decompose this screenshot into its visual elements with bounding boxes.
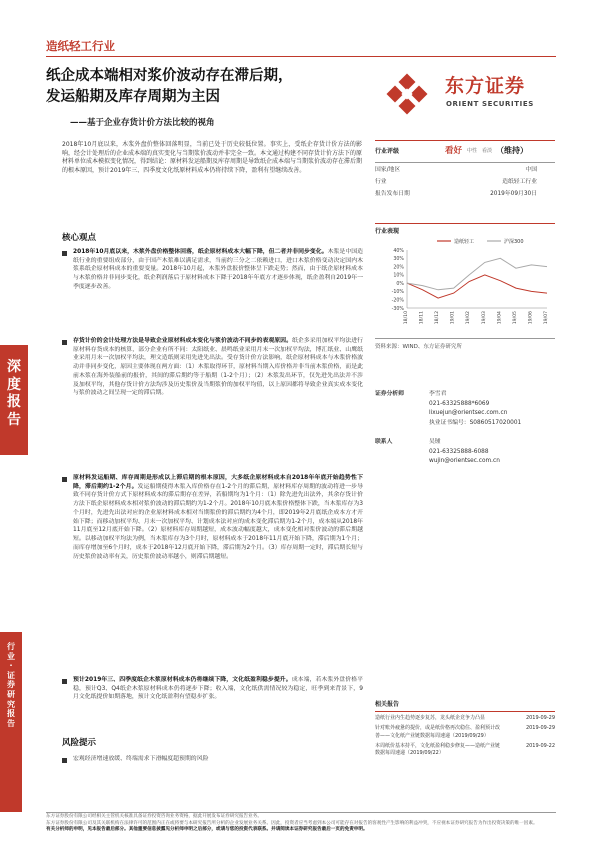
point-2-heading: 存货计价的会计处理方法是导致企业原材料成本变化与浆价波动不同步的表观原因。 [73, 338, 293, 344]
related-report-title: 针对账外疲惫的提价，或是纸价格再次稳住、盈利预计改善——文化纸产业链数据每周速递（2019/09/29） [375, 725, 501, 739]
chart-section-title: 行业表现 [375, 228, 400, 235]
contact-name: 吴锺 [429, 439, 441, 446]
related-list [375, 715, 555, 757]
analyst-cert: 执业证书编号：S0860517020001 [429, 419, 522, 426]
industry-value: 造纸轻工行业 [502, 178, 537, 185]
industry-row [375, 178, 555, 187]
chart-bottom-divider [375, 338, 555, 339]
header-divider [46, 56, 556, 57]
point-2-text: 纸企多采用加权平均法进行原材料存货成本的核算，部分企业有所不同：太阳纸业、晨鸣纸业采用月末一次加权平均法，博汇纸业、山鹰纸业采用月末一次加权平均法，理文造纸则采用先进先出法。受存货计价方法影响，纸企原材料成本与木浆价格波动并非同步变化，原因主要体现在两方面：（1）木浆取得环节，原材料当期入库价格并非当前木浆价格，而是此前木浆在海外装船前的报价，其间的滞后期约等于船期（1-2个月）；（2）木浆发出环节，仅先进先出法并不涉及加权平均，其他存货计价方法均涉及历史浆价及当期浆价的加权平均值，以上原因都将导致企业真实成本变化与浆价波动之间呈现一定的滞后期。 [73, 338, 364, 397]
analyst-label: 证券分析师 [375, 391, 404, 397]
report-type-tag [0, 345, 28, 455]
point-3-heading: 原材料发运船期、库存周期是形成以上滞后期的根本原因，大多纸企原材料成本自2018年年底开始趋势性下降，滞后期约1-2个月。 [73, 475, 363, 490]
rating-value: 看好 [445, 146, 463, 156]
logo-text-en: ORIENT SECURITIES [446, 100, 534, 108]
contact-email[interactable]: wujin@orientsec.com.cn [429, 458, 500, 465]
y-tick-label: -10% [391, 290, 404, 296]
related-report-date: 2019-09-22 [525, 742, 555, 749]
title-line-1: 纸企成本端相对浆价波动存在滞后期， [46, 68, 293, 84]
bullet-icon [62, 251, 72, 260]
report-title [46, 66, 293, 108]
related-report-item[interactable] [375, 743, 555, 758]
rating-label: 行业评级 [375, 147, 400, 155]
performance-chart-svg [375, 236, 555, 336]
bullet-icon [62, 477, 72, 486]
date-value: 2019年09月30日 [490, 190, 537, 197]
country-label: 国家/地区 [375, 167, 401, 174]
series-line [407, 275, 547, 298]
bullet-icon [62, 340, 72, 349]
legend-label: 造纸轻工 [454, 239, 475, 245]
related-title: 相关报告 [375, 701, 400, 708]
rating-option-neutral: 中性 [467, 147, 478, 154]
footer [46, 814, 556, 834]
chart-source: 资料来源：WIND、东方证券研究所 [375, 344, 462, 350]
point-1-heading: 2018年10月底以来，木浆外盘价格整体回落，纸企原材料成本大幅下降，但二者并非同步变化。 [73, 249, 328, 255]
x-tick-label: 19/05 [512, 311, 518, 325]
report-category-label: 行业 · 证券研究报告 [7, 642, 15, 728]
logo-text-cn: 东方证券 [445, 75, 526, 97]
related-report-date: 2019-09-29 [525, 715, 555, 721]
y-tick-label: 0% [396, 281, 404, 287]
x-tick-label: 18/11 [419, 311, 425, 325]
rating-row [375, 145, 555, 158]
y-tick-label: 20% [393, 265, 404, 271]
footer-line-1: 东方证券股份有限公司经相关主管机关核准具备证券投资咨询业务资格，据此开展发布证券研究报告业务。 [46, 814, 262, 819]
x-tick-label: 18/10 [404, 311, 409, 325]
report-type-label: 深度报告 [7, 359, 21, 428]
analyst-phone: 021-63325888*6069 [429, 400, 490, 407]
y-tick-label: -20% [391, 298, 404, 304]
report-category-tag [0, 632, 22, 812]
rating-option-bearish: 看淡 [482, 147, 493, 154]
date-row [375, 190, 555, 199]
date-label: 报告发布日期 [375, 190, 410, 197]
y-tick-label: 30% [393, 257, 404, 263]
related-report-item[interactable] [375, 715, 555, 722]
x-tick-label: 19/07 [544, 311, 549, 325]
core-point-4 [73, 676, 363, 702]
y-tick-label: -30% [391, 306, 404, 312]
related-report-date: 2019-09-29 [525, 725, 555, 732]
core-point-2 [73, 337, 363, 398]
bullet-icon [62, 758, 72, 767]
contact-label: 联系人 [375, 439, 393, 446]
related-report-title: 本周纸价基本持平，文化纸盈利稳步修复——造纸产业链数据每周速递（2019/09/22） [375, 742, 501, 756]
rating-box [375, 140, 555, 198]
footer-line-3: 有关分析师的申明，见本报告最后部分。其他重要信息披露见分析师申明之后部分，或请与您的投资代表联系。并请阅读本证券研究报告最后一页的免责申明。 [46, 827, 368, 833]
x-tick-label: 19/01 [450, 311, 456, 325]
series-line [407, 258, 547, 290]
x-tick-label: 19/02 [466, 311, 472, 325]
rating-status: （维持） [496, 146, 529, 156]
related-report-title: 造纸行业内生趋势逐步复苏，龙头纸企竞争力凸显 [375, 715, 486, 721]
x-tick-label: 19/06 [528, 311, 534, 325]
footer-line-2: 东方证券股份有限公司及其关联机构在法律许可的范围内正在或将要与本研究报告所分析的企业发展业务关系。因此，投资者应当考虑到本公司可能存在对报告的客观性产生影响的利益冲突，不应视本证券研究报告为作出投资决策的唯一因素。 [46, 820, 538, 826]
core-point-3 [73, 474, 363, 561]
point-1-text: 木浆是中国造纸行业的重要组成部分，由于国产木浆难以满足需求，当前约三分之二依赖进口，进口木浆价格变动决定国内木浆系纸企原材料成本的重要变量。2018年10月起，木浆外盘报价整体呈下跌走势；然而，由于纸企原材料成本与木浆价格并非同步变化，纸企利润落后于原材料成本下降于2018年年底方才逐步体现，纸企盈利自2019年一季度逐步改善。 [73, 249, 364, 290]
risk-title: 风险提示 [62, 738, 97, 748]
bullet-icon [62, 679, 72, 688]
chart-top-divider [375, 223, 555, 224]
legend-label: 沪深300 [504, 239, 524, 245]
risk-text: 宏观经济增速放缓、终端需求下滑幅度超预期的风险 [73, 756, 209, 762]
contact-phone: 021-63325888-6088 [429, 448, 489, 455]
x-tick-label: 19/03 [481, 311, 487, 325]
analyst-email[interactable]: lixuejun@orientsec.com.cn [429, 410, 508, 417]
report-subtitle: ——基于企业存货计价方法比较的视角 [70, 118, 215, 128]
point-4-heading: 预计2019年三、四季度纸企木浆原材料成本仍将继续下降，文化纸盈利稳步提升。 [73, 677, 292, 683]
industry-label: 行业 [375, 178, 387, 185]
intro-paragraph: 2018年10月底以来，木浆外盘价整体回落明显，当前已处于历史较低位置。事实上，受纸企存货计价方法的影响，经会计处理后的企业成本端的真实变化与当期浆价波动并非完全一致。本文通过构建不同存货计价方法下的原材料单位成本模拟变化情况，得到结论：原材料发运船期及库存周期是导致纸企成本端与当期浆价波动存在滞后期的根本原因，预计2019年三、四季度文化纸原材料成本仍将持续下降，盈利有望继续改善。 [62, 141, 363, 175]
related-reports [375, 700, 555, 760]
related-report-item[interactable] [375, 725, 555, 740]
company-logo-mark [385, 70, 441, 116]
x-tick-label: 18/12 [435, 311, 441, 325]
performance-chart [375, 236, 555, 336]
point-4-text: 成本端，若木浆外盘价格平稳，预计Q3、Q4纸企木浆原材料成本仍将逐步下降；收入端，文化纸供需情况较为稳定，旺季到来背景下，9月文化纸提价如期落地，预计文化纸盈利有望稳步扩张。 [73, 677, 364, 701]
core-points-title: 核心观点 [62, 233, 97, 243]
y-tick-label: 40% [393, 248, 404, 254]
analyst-block [375, 390, 555, 467]
country-value: 中国 [525, 167, 537, 174]
y-tick-label: 10% [393, 273, 404, 279]
x-tick-label: 19/04 [497, 311, 503, 325]
footer-divider [46, 812, 556, 813]
analyst-name: 李雪君 [429, 391, 447, 397]
core-point-1 [73, 248, 363, 292]
country-row [375, 166, 555, 175]
point-3-text: 发运船期使得木浆入库价格存在1-2个月的滞后期，原材料库存周期的波动将进一步导致不同存货计价方式下原材料成本的滞后期存在差异，若船期均为1个月：（1）除先进先出法外，其余存货计价方法下纸企原材料成本相对浆价波动的滞后期约为1-2个月。2018年10月底木浆价格整体下跌，当木浆库存为3个月时，先进先出法对应的企业原材料成本相对当期浆价的滞后期约为4个月，即2019年2月底纸企成本方才开始下降；而移动加权平均、月末一次加权平均、计划成本法对应的成本变化滞后期为1-2个月，成本端从2018年11月底至12月底开始下降。（2）原材料库存周期越短，成本波动幅度越大，成本变化相对浆价波动的滞后期越短。以移动加权平均法为例，当木浆库存为3个月时，原材料成本于2018年11月底开始下降，滞后期为1个月；而库存增加至6个月时，成本于2018年12月底开始下降，滞后期为2个月。（3）库存周期一定时，滞后期长短与历史浆价波动率有关，历史浆价波动率越小，则滞后期越短。 [73, 483, 363, 560]
sector-label: 造纸轻工行业 [46, 39, 115, 53]
title-line-2: 发运船期及库存周期为主因 [46, 89, 220, 106]
